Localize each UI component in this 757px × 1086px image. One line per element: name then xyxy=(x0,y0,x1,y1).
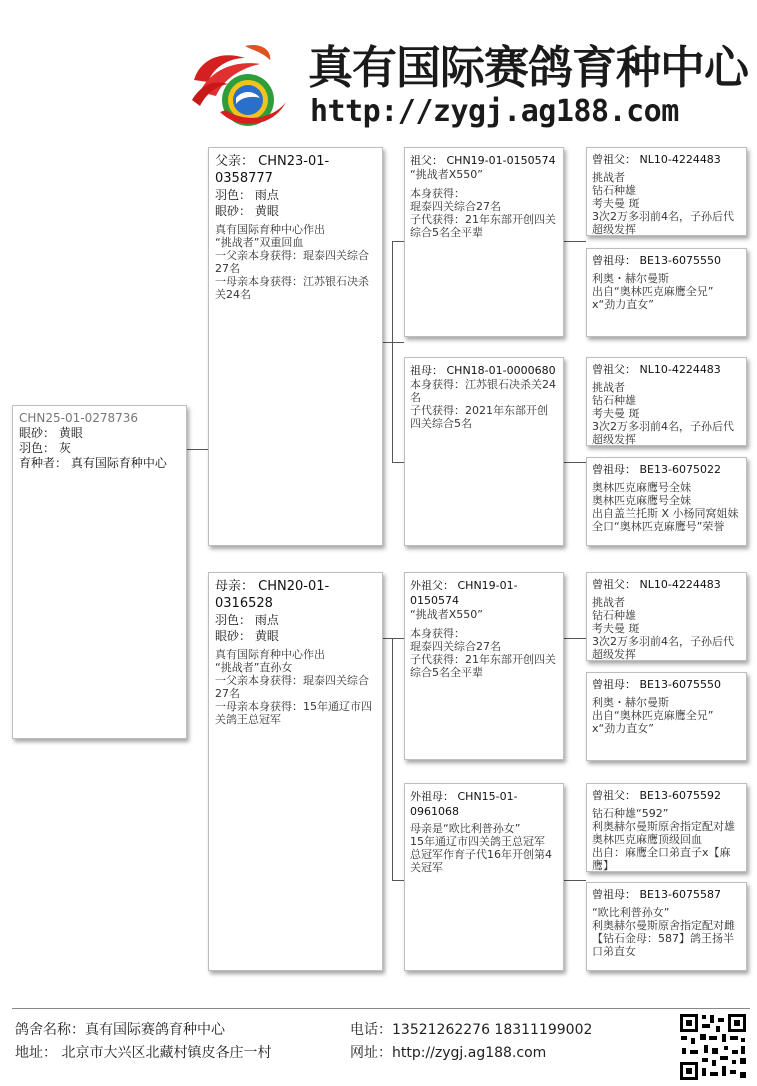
footer-phone: 电话：13521262276 18311199002 xyxy=(350,1022,593,1038)
sire-note: 一父亲本身获得：琨泰四关综合27名 xyxy=(215,249,369,275)
great-grandparent-title: 曾祖父： NL10-4224483 xyxy=(592,153,721,166)
great-grandparent-line: 利奥・赫尔曼斯 xyxy=(592,696,669,709)
dam-note: “挑战者”直孙女 xyxy=(215,661,293,674)
dam-note: 真有国际育种中心作出 xyxy=(215,648,325,661)
sire-note: “挑战者”双重回血 xyxy=(215,236,304,249)
great-grandparent-line: 【钻石金母：587】鸽王扬半口弟直女 xyxy=(592,932,734,958)
subject-ring: CHN25-01-0278736 xyxy=(19,411,139,425)
logo xyxy=(190,40,300,130)
great-grandparent-line: “欧比利普孙女” xyxy=(592,906,670,919)
dam-eye: 眼砂： 黄眼 xyxy=(215,629,279,643)
great-grandparent-line: 考夫曼 斑 xyxy=(592,407,640,420)
great-grandparent-line: 出自“奥林匹克麻鹰全兄” xyxy=(592,285,714,298)
grandsire-line: “挑战者X550” xyxy=(410,168,483,181)
great-grandparent-line: 利奥赫尔曼斯原舍指定配对雄 xyxy=(592,820,735,833)
maternal-granddam-line: 母亲是“欧比利普孙女” xyxy=(410,822,521,835)
great-grandparent-line: 钻石种雄“592” xyxy=(592,807,669,820)
great-grandparent-line: 出自“奥林匹克麻鹰全兄” xyxy=(592,709,714,722)
sire-color: 羽色： 雨点 xyxy=(215,188,279,202)
subject-card xyxy=(12,405,187,739)
great-grandparent-line: 3次2万多羽前4名，子孙后代超级发挥 xyxy=(592,420,734,446)
footer-website: 网址：http://zygj.ag188.com xyxy=(350,1045,547,1061)
center-url: http://zygj.ag188.com xyxy=(310,94,679,129)
sire-note: 真有国际育种中心作出 xyxy=(215,223,325,236)
granddam-line: 子代获得：2021年东部开创四关综合5名 xyxy=(410,404,548,430)
footer-loft: 鸽舍名称：真有国际赛鸽育种中心 xyxy=(15,1022,225,1038)
great-grandparent-line: 钻石种雄 xyxy=(592,609,636,622)
great-grandparent-card xyxy=(586,147,747,236)
great-grandparent-title: 曾祖父： NL10-4224483 xyxy=(592,578,721,591)
sire-note: 一母亲本身获得：江苏银石决杀关24名 xyxy=(215,275,369,301)
great-grandparent-line: 考夫曼 斑 xyxy=(592,197,640,210)
great-grandparent-line: 3次2万多羽前4名，子孙后代超级发挥 xyxy=(592,635,734,661)
great-grandparent-line: 利奥赫尔曼斯原舍指定配对雌 xyxy=(592,919,735,932)
great-grandparent-line: 奥林匹克麻鹰号全妹 xyxy=(592,494,691,507)
maternal-grandsire-card xyxy=(404,572,564,760)
sire-card xyxy=(208,147,383,546)
great-grandparent-line: x“劲力直女” xyxy=(592,298,654,311)
footer-address: 地址： 北京市大兴区北藏村镇皮各庄一村 xyxy=(15,1045,272,1061)
great-grandparent-line: 全口“奥林匹克麻鹰号”荣誉 xyxy=(592,520,725,533)
grandsire-line: 本身获得： xyxy=(410,187,465,200)
great-grandparent-card xyxy=(586,248,747,337)
great-grandparent-line: 利奥・赫尔曼斯 xyxy=(592,272,669,285)
maternal-grandsire-title: 外祖父： CHN19-01-0150574 xyxy=(410,579,518,607)
subject-breeder: 育种者： 真有国际育种中心 xyxy=(19,456,167,470)
grandsire-card xyxy=(404,147,564,337)
sire-title: 父亲： CHN23-01-0358777 xyxy=(215,154,330,186)
great-grandparent-title: 曾祖母： BE13-6075022 xyxy=(592,463,721,476)
great-grandparent-card xyxy=(586,882,747,971)
great-grandparent-card xyxy=(586,672,747,761)
sire-eye: 眼砂： 黄眼 xyxy=(215,204,279,218)
granddam-card xyxy=(404,357,564,546)
great-grandparent-line: 钻石种雄 xyxy=(592,394,636,407)
maternal-grandsire-line: 本身获得： xyxy=(410,627,465,640)
dam-card xyxy=(208,572,383,971)
great-grandparent-card xyxy=(586,572,747,661)
maternal-grandsire-line: “挑战者X550” xyxy=(410,608,483,621)
dam-note: 一父亲本身获得：琨泰四关综合27名 xyxy=(215,674,369,700)
center-title: 真有国际赛鸽育种中心 xyxy=(308,41,749,94)
maternal-granddam-line: 总冠军作育子代16年开创第4关冠军 xyxy=(410,848,552,874)
maternal-grandsire-line: 琨泰四关综合27名 xyxy=(410,640,501,653)
dam-color: 羽色： 雨点 xyxy=(215,613,279,627)
great-grandparent-title: 曾祖母： BE13-6075550 xyxy=(592,678,721,691)
great-grandparent-line: 钻石种雄 xyxy=(592,184,636,197)
subject-color: 羽色： 灰 xyxy=(19,441,71,455)
great-grandparent-line: 奥林匹克麻鹰号全妹 xyxy=(592,481,691,494)
great-grandparent-line: 挑战者 xyxy=(592,171,625,184)
dam-title: 母亲： CHN20-01-0316528 xyxy=(215,579,330,611)
maternal-granddam-line: 15年通辽市四关鸽王总冠军 xyxy=(410,835,545,848)
grandsire-line: 子代获得：21年东部开创四关综合5名全平辈 xyxy=(410,213,556,239)
subject-eye: 眼砂： 黄眼 xyxy=(19,426,83,440)
great-grandparent-title: 曾祖母： BE13-6075550 xyxy=(592,254,721,267)
great-grandparent-card xyxy=(586,783,747,872)
great-grandparent-line: 3次2万多羽前4名，子孙后代超级发挥 xyxy=(592,210,734,236)
great-grandparent-title: 曾祖母： BE13-6075587 xyxy=(592,888,721,901)
great-grandparent-line: 挑战者 xyxy=(592,596,625,609)
great-grandparent-card xyxy=(586,457,747,546)
maternal-granddam-card xyxy=(404,783,564,971)
great-grandparent-line: x“劲力直女” xyxy=(592,722,654,735)
maternal-grandsire-line: 子代获得：21年东部开创四关综合5名全平辈 xyxy=(410,653,556,679)
great-grandparent-line: 考夫曼 斑 xyxy=(592,622,640,635)
great-grandparent-line: 奥林匹克麻鹰顶级回血 xyxy=(592,833,702,846)
phoenix-logo-icon xyxy=(190,40,300,130)
great-grandparent-title: 曾祖父： BE13-6075592 xyxy=(592,789,721,802)
footer-divider xyxy=(12,1008,750,1009)
grandsire-title: 祖父： CHN19-01-0150574 xyxy=(410,154,556,167)
granddam-line: 本身获得：江苏银石决杀关24名 xyxy=(410,378,556,404)
granddam-title: 祖母： CHN18-01-0000680 xyxy=(410,364,556,377)
great-grandparent-line: 出自：麻鹰全口弟直子x【麻鹰】 xyxy=(592,846,731,872)
dam-note: 一母亲本身获得：15年通辽市四关鸽王总冠军 xyxy=(215,700,372,726)
great-grandparent-card xyxy=(586,357,747,446)
grandsire-line: 琨泰四关综合27名 xyxy=(410,200,501,213)
maternal-granddam-title: 外祖母： CHN15-01-0961068 xyxy=(410,790,518,818)
great-grandparent-title: 曾祖父： NL10-4224483 xyxy=(592,363,721,376)
great-grandparent-line: 出自盖兰托斯 X 小杨同窝姐妹 xyxy=(592,507,739,520)
qr-code-icon xyxy=(678,1012,748,1082)
great-grandparent-line: 挑战者 xyxy=(592,381,625,394)
